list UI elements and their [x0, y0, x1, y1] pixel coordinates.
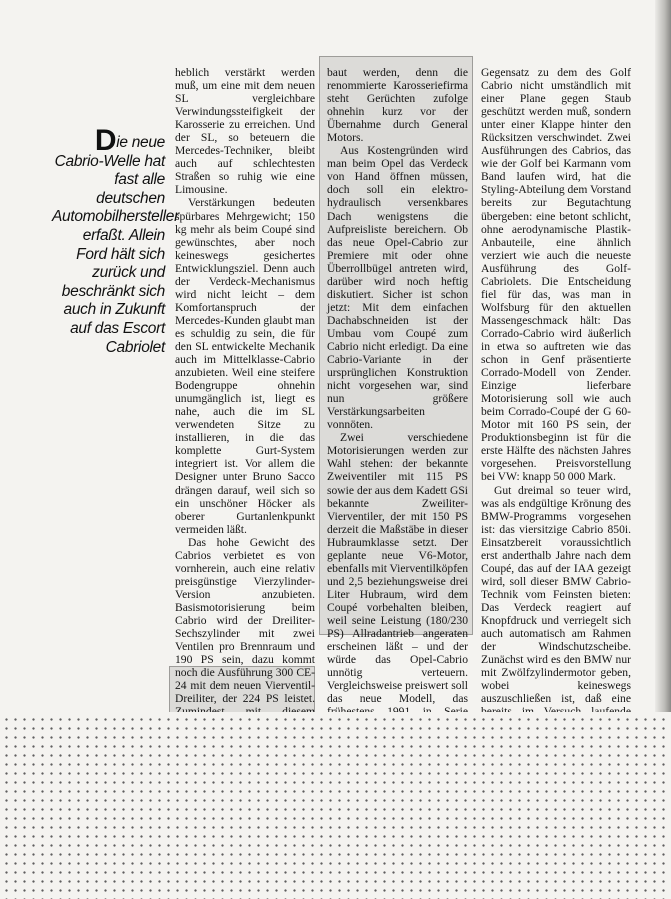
halftone-dot-overlay [0, 712, 671, 899]
paragraph: Gegensatz zu dem des Golf Cabrio nicht umständlich mit einer Plane gegen Staub geschützt werden muß, sondern unter einer Klappe hinter den Rücksitzen verschwindet. Zwei Ausführungen des Cabrios, das wie der Golf bei Karmann vom Band laufen wird, hat die Styling-Abteilung dem Vorstand bereits zur Begutachtung übergeben: eine betont schlicht, ohne aerodynamische Plastik-Anbauteile, eine ähnlich verziert wie auch die neueste Ausführung des Golf-Cabriolets. Die Entscheidung fiel für das, was man in Wolfsburg für den aktuellen Massengeschmack hält: Das Corrado-Cabrio wird äußerlich in etwa so auftreten wie das schon in Genf präsentierte Corrado-Modell von Zender. Einzige lieferbare Motorisierung soll wie auch beim Corrado-Coupé der G 60-Motor mit 160 PS sein, der Produktionsbeginn ist für die erste Hälfte des nächsten Jahres vorgesehen. Preisvorstellung bei VW: knapp 50 000 Mark. [481, 66, 631, 484]
text-column-3 [481, 66, 631, 714]
paragraph: Zwei verschiedene Motorisierungen werden zur Wahl stehen: der bekannte Zweiventiler mit 115 PS sowie der aus dem Kadett GSi bekannte Zweiliter-Vierventiler, der mit 150 PS derzeit die Maßstäbe in dieser Hubraumklasse setzt. Der geplante neue V6-Motor, ebenfalls mit Vierventilköpfen und 2,5 beziehungsweise drei Liter Hubraum, wird dem Coupé vorbehalten bleiben, weil seine Leistung (180/230 PS) Allradantrieb angeraten erscheinen läßt – und der würde das Opel-Cabrio unnötig verteuern. Vergleichsweise preiswert soll das neue Modell, das [327, 431, 468, 706]
paragraph: Verstärkungen bedeuten spürbares Mehrgewicht; 150 kg mehr als beim Coupé sind gewünschtes, aber noch keineswegs gesichertes Entwicklungsziel. Denn auch der Verdeck-Mechanismus wird nicht leicht – dem Komfortanspruch der Mercedes-Kunden glaubt man es schuldig zu sein, die für den SL entwickelte Mechanik auch im Mittelklasse-Cabrio anzubieten. Weil eine steifere Bodengruppe ohnehin unumgänglich ist, liegt es nahe, auch die im SL verwendeten Sitze zu installieren, in die das komplette Gurt-System integriert ist. Vor allem die Designer unter Bruno Sacco drängen darauf, weil sich so ein unschöner Höcker als oberer Gurtanlenkpunkt vermeiden läßt. [175, 196, 315, 536]
paragraph: Aus Kostengründen wird man beim Opel das Verdeck von Hand öffnen müssen, doch soll ein elektro-hydraulisch versenkbares Dach wenigstens die Aufpreisliste bereichern. Ob das neue Opel-Cabrio zur Premiere mit oder ohne Überrollbügel antreten wird, darüber wird noch heftig diskutiert. Sicher ist schon jetzt: Mit dem einfachen Dachabschneiden ist der Umbau vom Coupé zum Cabrio nicht erledigt. Da eine Cabrio-Variante in der ursprünglichen Konstruktion nicht vorgesehen war, sind nun größere Verstärkungsarbeiten vonnöten. [327, 144, 468, 432]
text-column-1 [175, 66, 315, 714]
deck-text: ie neue Cabrio-Welle hat fast alle deutschen Automobilhersteller erfaßt. Allein Ford hält sich zurück und beschränkt sich auch in Zukunft auf das Escort Cabriolet [52, 134, 179, 356]
paragraph: Gut dreimal so teuer wird, was als endgültige Krönung des BMW-Programms vorgesehen ist: das viersitzige Cabrio 850i. Einsatzbereit voraussichtlich erst anderthalb Jahre nach dem Coupé, das auf der IAA gezeigt wird, soll dieser BMW Cabrio-Technik vom Feinsten bieten: Das Verdeck reagiert auf Knopfdruck und verriegelt sich auch automatisch am Rahmen der Windschutzscheibe. Zunächst wird es den BMW nur mit Zwölfzylindermotor geben, wobei keineswegs auszuschließen ist, daß eine [481, 483, 631, 706]
paragraph: baut werden, denn die renommierte Karosseriefirma steht Gerüchten zufolge ohnehin kurz vor der Übernahme durch General Motors. [327, 66, 468, 145]
drop-cap: D [94, 124, 117, 157]
article-deck [52, 124, 179, 357]
text-column-2 [327, 66, 468, 714]
paragraph: Das hohe Gewicht des Cabrios verbietet es von vornherein, auch eine relativ preisgünstige Vierzylinder-Version anzubieten. Basismotorisierung beim Cabrio wird der Dreiliter-Sechszylinder mit zwei Ventilen pro Brennraum und 190 PS sein, dazu kommt noch die Ausführung 300 CE-24 mit dem neuen Vierventil-Dreiliter, der 224 PS leistet. [175, 535, 315, 706]
paragraph: heblich verstärkt werden muß, um eine mit dem neuen SL vergleichbare Verwindungssteifigkeit der Karosserie zu erreichen. Und der SL, so beteuern die Mercedes-Techniker, bleibt auch auf schlechtesten Straßen so ruhig wie eine Limousine. [175, 66, 315, 197]
